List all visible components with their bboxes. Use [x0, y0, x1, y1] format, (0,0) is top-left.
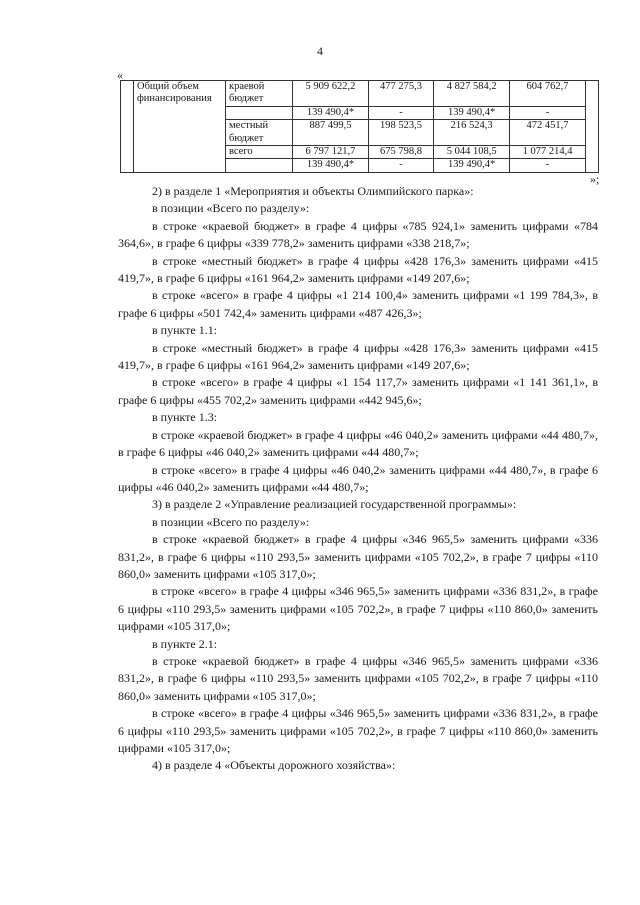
paragraph: в строке «краевой бюджет» в графе 4 цифры «46 040,2» заменить цифрами «44 480,7», в графе 6 цифры «46 040,2» заменить цифрами «44 480,7»; — [118, 427, 598, 460]
paragraph: в строке «всего» в графе 4 цифры «346 965,5» заменить цифрами «336 831,2», в графе 6 цифры «110 293,5» заменить цифрами «105 702,2», в графе 7 цифры «110 860,0» заменить цифрами «105 317,0»; — [118, 706, 598, 755]
paragraph: в строке «всего» в графе 4 цифры «46 040,2» заменить цифрами «44 480,7», в графе 6 цифры «46 040,2» заменить цифрами «44 480,7»; — [118, 462, 598, 494]
value-cell: 1 077 214,4 — [510, 146, 586, 159]
amendments-text — [118, 183, 598, 775]
table-row — [121, 81, 599, 107]
value-cell: 216 524,3 — [434, 120, 510, 146]
closing-quote-mark: »; — [590, 172, 600, 186]
value-cell: 675 798,8 — [368, 146, 433, 159]
value-cell: - — [368, 159, 433, 172]
value-cell: 472 451,7 — [510, 120, 586, 146]
paragraph: в строке «краевой бюджет» в графе 4 цифры «785 924,1» заменить цифрами «784 364,6», в графе 6 цифры «339 778,2» заменить цифрами «338 218,7»; — [118, 218, 598, 251]
value-cell: 139 490,4* — [293, 106, 369, 119]
value-cell: 4 827 584,2 — [434, 81, 510, 107]
value-cell: - — [510, 106, 586, 119]
value-cell: 5 044 108,5 — [434, 146, 510, 159]
paragraph: в пункте 2.1: — [152, 636, 218, 651]
value-cell: 6 797 121,7 — [293, 146, 369, 159]
value-cell: 604 762,7 — [510, 81, 586, 107]
paragraph: 2) в разделе 1 «Мероприятия и объекты Олимпийского парка»: — [152, 184, 474, 198]
paragraph: в строке «краевой бюджет» в графе 4 цифры «346 965,5» заменить цифрами «336 831,2», в графе 6 цифры «110 293,5» заменить цифрами «105 702,2», в графе 7 цифры «110 860,0» заменить цифрами «105 317,0»; — [118, 653, 598, 703]
source-cell: всего — [226, 146, 293, 159]
source-cell: местный бюджет — [226, 120, 293, 146]
page-number: 4 — [317, 44, 323, 58]
value-cell: 5 909 622,2 — [293, 81, 369, 107]
paragraph: в строке «всего» в графе 4 цифры «1 214 100,4» заменить цифрами «1 199 784,3», в графе 6 цифры «501 742,4» заменить цифрами «487 426,3»; — [118, 288, 598, 320]
paragraph: в строке «всего» в графе 4 цифры «1 154 117,7» заменить цифрами «1 141 361,1», в графе 6 цифры «455 702,2» заменить цифрами «442 945,6»; — [118, 375, 598, 407]
paragraph: в позиции «Всего по разделу»: — [152, 201, 310, 216]
paragraph: в пункте 1.1: — [152, 323, 218, 338]
financing-label-cell: Общий объем финансирования — [134, 81, 226, 173]
paragraph: 3) в разделе 2 «Управление реализацией государственной программы»: — [152, 497, 517, 512]
value-cell: 887 499,5 — [293, 120, 369, 146]
paragraph: в строке «местный бюджет» в графе 4 цифры «428 176,3» заменить цифрами «415 419,7», в графе 6 цифры «161 964,2» заменить цифрами «149 207,6»; — [118, 253, 598, 286]
value-cell: 139 490,4* — [434, 159, 510, 172]
source-cell — [226, 159, 293, 172]
paragraph: 4) в разделе 4 «Объекты дорожного хозяйства»: — [152, 758, 396, 773]
paragraph: в пункте 1.3: — [152, 410, 218, 425]
paragraph: в позиции «Всего по разделу»: — [152, 514, 310, 529]
value-cell: 139 490,4* — [293, 159, 369, 172]
financing-table — [120, 80, 599, 173]
table-tail-cell — [586, 81, 599, 173]
paragraph: в строке «всего» в графе 4 цифры «346 965,5» заменить цифрами «336 831,2», в графе 6 цифры «110 293,5» заменить цифрами «105 702,2», в графе 7 цифры «110 860,0» заменить цифрами «105 317,0»; — [118, 584, 598, 634]
paragraph: в строке «местный бюджет» в графе 4 цифры «428 176,3» заменить цифрами «415 419,7», в графе 6 цифры «161 964,2» заменить цифрами «149 207,6»; — [118, 340, 598, 373]
opening-quote-mark: « — [117, 68, 123, 82]
source-cell — [226, 106, 293, 119]
source-cell: краевой бюджет — [226, 81, 293, 107]
table-blank-cell — [121, 81, 134, 173]
value-cell: 477 275,3 — [368, 81, 433, 107]
value-cell: 139 490,4* — [434, 106, 510, 119]
value-cell: 198 523,5 — [368, 120, 433, 146]
value-cell: - — [510, 159, 586, 172]
paragraph: в строке «краевой бюджет» в графе 4 цифры «346 965,5» заменить цифрами «336 831,2», в графе 6 цифры «110 293,5» заменить цифрами «105 702,2», в графе 7 цифры «110 860,0» заменить цифрами «105 317,0»; — [118, 532, 598, 581]
value-cell: - — [368, 106, 433, 119]
